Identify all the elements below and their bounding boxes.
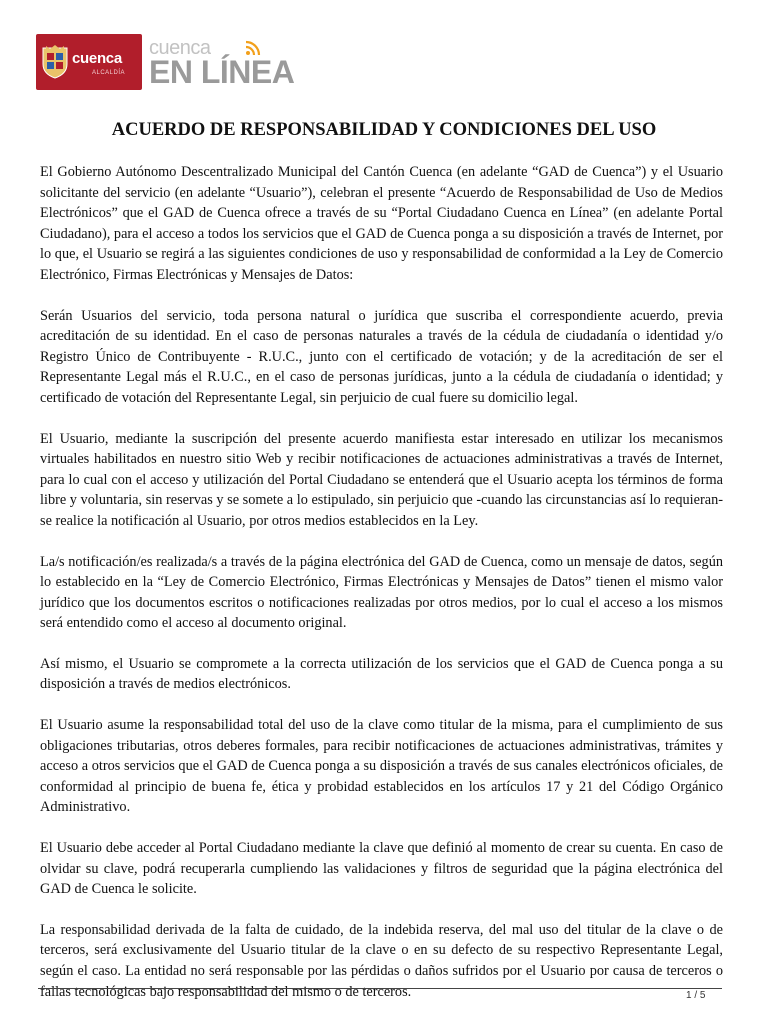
document-body	[40, 162, 723, 1022]
paragraph: El Usuario debe acceder al Portal Ciudadano mediante la clave que definió al momento de crear su cuenta. En caso de olvidar su clave, podrá recuperarla cumpliendo las validaciones y filtros de seguridad que la página electrónica del GAD de Cuenca le solicite.	[40, 840, 723, 898]
paragraph: El Gobierno Autónomo Descentralizado Municipal del Cantón Cuenca (en adelante “GAD de Cuenca”) y el Usuario solicitante del servicio (en adelante “Usuario”), celebran el presente “Acuerdo de Responsabilidad de Uso de Medios Electrónicos” que el GAD de Cuenca ofrece a través de su “Portal Ciudadano Cuenca en Línea” (en adelante Portal Ciudadano), para el acceso a todos los servicios que el GAD de Cuenca ponga a su disposición a través de Internet, por lo que, el Usuario se regirá a las siguientes condiciones de uso y responsabilidad de conformidad a la Ley de Comercio Electrónico, Firmas Electrónicas y Mensajes de Datos:	[40, 164, 723, 283]
paragraph: La/s notificación/es realizada/s a través de la página electrónica del GAD de Cuenca, como un mensaje de datos, según lo establecido en la “Ley de Comercio Electrónico, Firmas Electrónicas y Mensajes de Datos” tienen el mismo valor jurídico que los documentos escritos o notificaciones realizadas por otros medios, por lo cual el acceso a los mismos será entendido como el acceso al documento original.	[40, 553, 723, 632]
brand-bottom-text: EN LÍNEA	[149, 54, 295, 90]
crest-icon	[40, 44, 70, 80]
cuenca-en-linea-brand	[149, 38, 349, 90]
cuenca-logo	[36, 34, 142, 90]
logo-subtitle: ALCALDÍA	[92, 70, 126, 76]
logo-wordmark: cuenca	[72, 50, 122, 67]
paragraph: La responsabilidad derivada de la falta de cuidado, de la indebida reserva, del mal uso del titular de la clave o de terceros, será exclusivamente del Usuario titular de la clave o en su defecto de su respectivo Representante Legal, según el caso. La entidad no será responsable por las pérdidas o daños sufridos por el Usuario por causa de terceros o fallas tecnológicas bajo responsabilidad del mismo o de terceros.	[40, 921, 723, 1000]
paragraph: El Usuario, mediante la suscripción del presente acuerdo manifiesta estar interesado en utilizar los mecanismos virtuales habilitados en nuestro sitio Web y recibir notificaciones de actuaciones administrativas a través de Internet, para lo cual con el acceso y utilización del Portal Ciudadano se entenderá que el Usuario acepta los términos de forma libre y voluntaria, sin reservas y se somete a lo estipulado, sin perjuicio que -cuando las circunstancias así lo requieran- se realice la notificación al Usuario, por otros medios establecidos en la Ley.	[40, 430, 723, 529]
brand-top-text: cuenca	[149, 37, 211, 59]
header	[36, 34, 336, 90]
page-number: 1 / 5	[686, 990, 706, 1001]
document-title: ACUERDO DE RESPONSABILIDAD Y CONDICIONES DEL USO	[111, 120, 657, 140]
paragraph: Así mismo, el Usuario se compromete a la correcta utilización de los servicios que el GAD de Cuenca ponga a su disposición a través de medios electrónicos.	[40, 655, 723, 693]
paragraph: El Usuario asume la responsabilidad total del uso de la clave como titular de la misma, para el cumplimiento de sus obligaciones tributarias, otros deberes formales, para recibir notificaciones de actuaciones administrativas, trámites y acceso a otros servicios que el GAD de Cuenca ponga a su disposición a través de sus canales electrónicos oficiales, de conformidad al principio de buena fe, ética y probidad establecidos en los artículos 17 y 21 del Código Orgánico Administrativo.	[40, 717, 723, 816]
paragraph: Serán Usuarios del servicio, toda persona natural o jurídica que suscriba el correspondiente acuerdo, previa acreditación de su identidad. En el caso de personas naturales a través de la cédula de ciudadanía o identidad y/o Registro Único de Contribuyente - R.U.C., junto con el certificado de votación; y de la acreditación de ser el Representante Legal más el R.U.C., en el caso de personas jurídicas, junto a la cédula de ciudadanía o identidad; y certificado de votación del Representante Legal, sin perjuicio de cual fuere su domicilio legal.	[40, 307, 723, 406]
footer-divider	[38, 988, 722, 989]
